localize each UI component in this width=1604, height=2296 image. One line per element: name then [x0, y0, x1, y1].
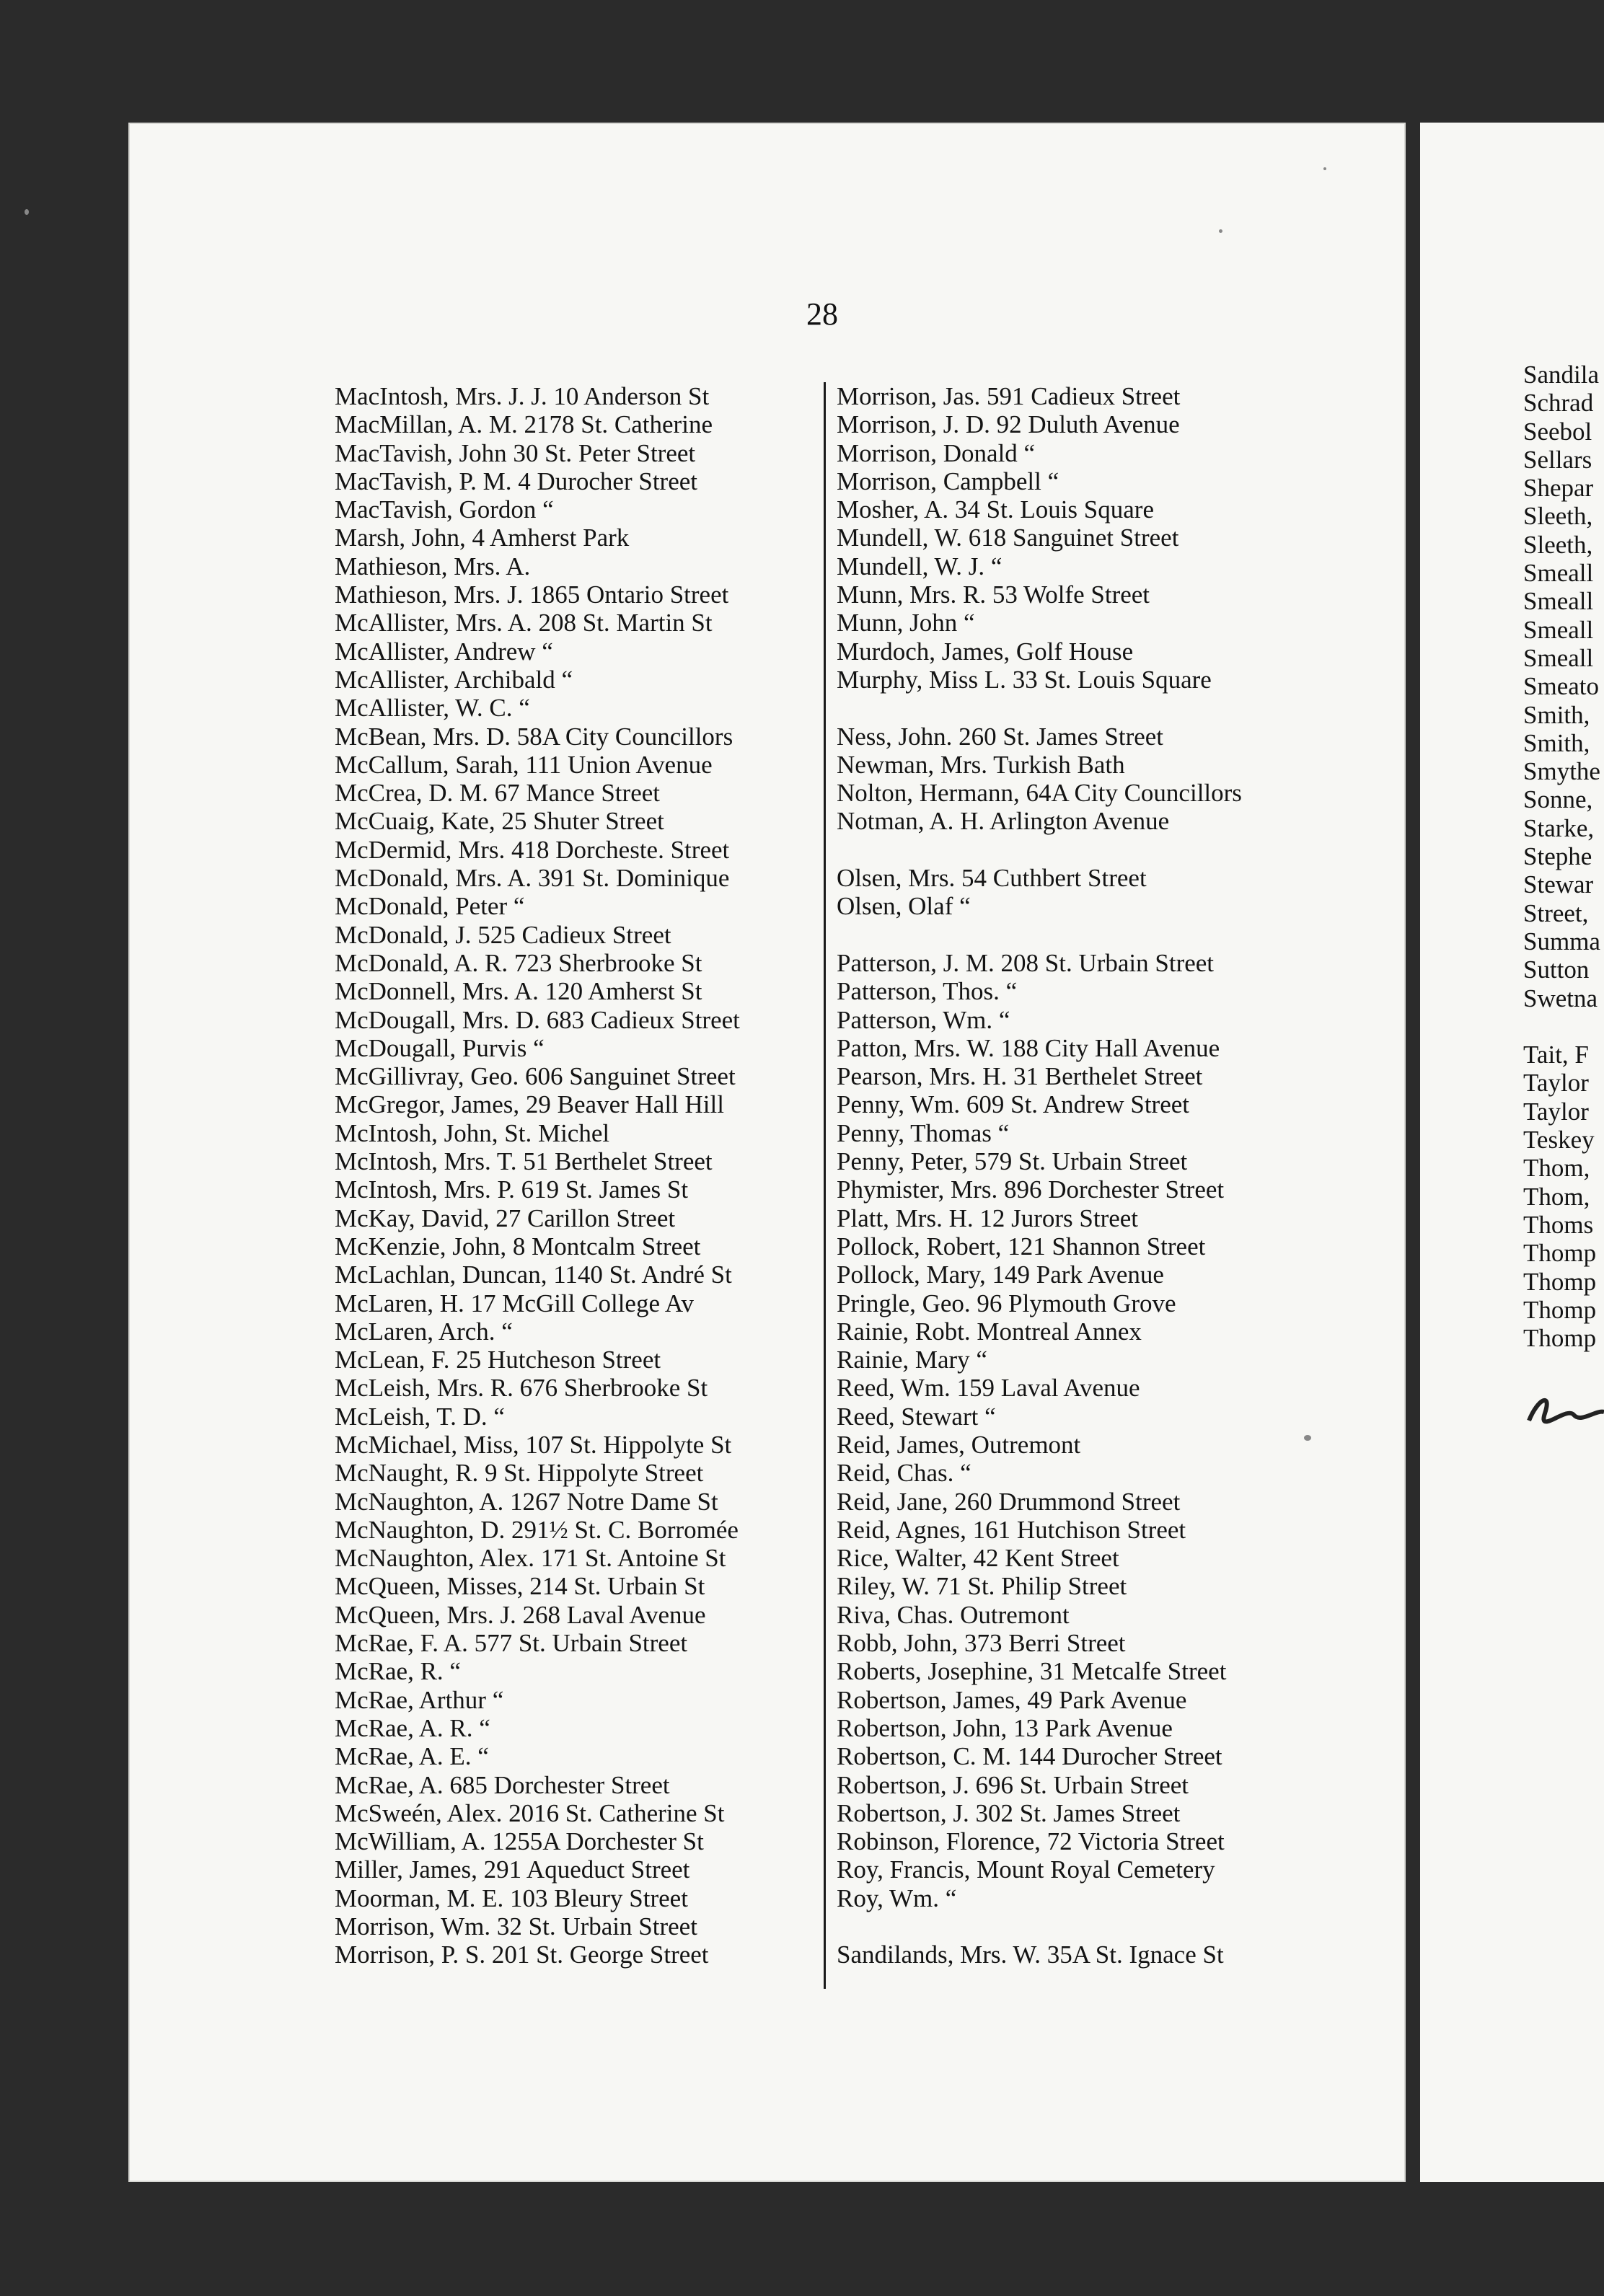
- directory-entry: McMichael, Miss, 107 St. Hippolyte St: [335, 1430, 732, 1459]
- directory-entry: Mosher, A. 34 St. Louis Square: [837, 495, 1154, 524]
- directory-entry: Morrison, J. D. 92 Duluth Avenue: [837, 410, 1180, 439]
- directory-entry: McRae, Arthur “: [335, 1685, 504, 1714]
- directory-entry: Sleeth,: [1523, 530, 1593, 559]
- directory-entry: Reid, Agnes, 161 Hutchison Street: [837, 1515, 1186, 1544]
- directory-entry: McLachlan, Duncan, 1140 St. André St: [335, 1260, 732, 1289]
- directory-entry: Patton, Mrs. W. 188 City Hall Avenue: [837, 1033, 1220, 1062]
- directory-entry: Moorman, M. E. 103 Bleury Street: [335, 1884, 688, 1912]
- directory-entry: Mathieson, Mrs. A.: [335, 552, 531, 580]
- dust-speck: [1304, 1435, 1311, 1441]
- directory-entry: McBean, Mrs. D. 58A City Councillors: [335, 722, 733, 751]
- directory-entry: Mathieson, Mrs. J. 1865 Ontario Street: [335, 580, 729, 609]
- directory-entry: McQueen, Misses, 214 St. Urbain St: [335, 1572, 705, 1601]
- directory-entry: McIntosh, Mrs. P. 619 St. James St: [335, 1175, 689, 1204]
- directory-entry: Morrison, Jas. 591 Cadieux Street: [837, 382, 1181, 410]
- directory-entry: McDonald, Mrs. A. 391 St. Dominique: [335, 864, 730, 893]
- directory-entry: Platt, Mrs. H. 12 Jurors Street: [837, 1204, 1139, 1232]
- directory-entry: Reid, Jane, 260 Drummond Street: [837, 1487, 1181, 1516]
- directory-entry: Murphy, Miss L. 33 St. Louis Square: [837, 665, 1212, 694]
- directory-entry: MacMillan, A. M. 2178 St. Catherine: [335, 410, 713, 439]
- directory-entry: Pollock, Robert, 121 Shannon Street: [837, 1232, 1206, 1260]
- directory-entry: Mundell, W. 618 Sanguinet Street: [837, 524, 1179, 552]
- directory-entry: Smith,: [1523, 728, 1590, 757]
- directory-entry: Olsen, Olaf “: [837, 892, 971, 921]
- directory-entry: Smeall: [1523, 559, 1594, 588]
- directory-entry: Robertson, John, 13 Park Avenue: [837, 1713, 1173, 1742]
- directory-entry: Munn, Mrs. R. 53 Wolfe Street: [837, 580, 1150, 609]
- dust-speck: [1219, 229, 1222, 233]
- directory-entry: McDougall, Mrs. D. 683 Cadieux Street: [335, 1005, 740, 1034]
- directory-entry: McNaughton, A. 1267 Notre Dame St: [335, 1487, 718, 1516]
- directory-entry: MacIntosh, Mrs. J. J. 10 Anderson St: [335, 382, 710, 410]
- directory-entry: McLaren, Arch. “: [335, 1317, 513, 1346]
- section-gap: [837, 836, 1242, 864]
- directory-entry: Robertson, James, 49 Park Avenue: [837, 1685, 1187, 1714]
- directory-entry: McLean, F. 25 Hutcheson Street: [335, 1346, 661, 1374]
- directory-entry: McGillivray, Geo. 606 Sanguinet Street: [335, 1062, 736, 1091]
- directory-entry: McRae, A. R. “: [335, 1713, 490, 1742]
- directory-entry: Thomp: [1523, 1324, 1597, 1353]
- directory-entry: McIntosh, John, St. Michel: [335, 1118, 610, 1147]
- directory-entry: McKenzie, John, 8 Montcalm Street: [335, 1232, 701, 1260]
- directory-entry: Sonne,: [1523, 785, 1593, 814]
- directory-entry: Rice, Walter, 42 Kent Street: [837, 1544, 1119, 1573]
- directory-entry: McCuaig, Kate, 25 Shuter Street: [335, 807, 664, 836]
- directory-entry: Morrison, P. S. 201 St. George Street: [335, 1940, 709, 1969]
- directory-entry: McRae, R. “: [335, 1657, 461, 1686]
- directory-entry: Smith,: [1523, 700, 1590, 729]
- directory-entry: Pearson, Mrs. H. 31 Berthelet Street: [837, 1062, 1203, 1091]
- directory-column-middle: [837, 382, 1242, 1969]
- section-gap: [837, 694, 1242, 722]
- directory-entry: Riley, W. 71 St. Philip Street: [837, 1572, 1127, 1601]
- directory-entry: McQueen, Mrs. J. 268 Laval Avenue: [335, 1600, 706, 1629]
- directory-entry: Schrad: [1523, 389, 1594, 418]
- directory-entry: McDonald, J. 525 Cadieux Street: [335, 920, 671, 949]
- directory-entry: Newman, Mrs. Turkish Bath: [837, 750, 1125, 779]
- directory-entry: Munn, John “: [837, 609, 975, 637]
- directory-entry: Patterson, Wm. “: [837, 1005, 1010, 1034]
- directory-entry: Sandila: [1523, 361, 1599, 389]
- directory-entry: Shepar: [1523, 474, 1594, 503]
- directory-entry: McDonnell, Mrs. A. 120 Amherst St: [335, 977, 702, 1006]
- directory-entry: Robinson, Florence, 72 Victoria Street: [837, 1827, 1225, 1856]
- directory-entry: McDougall, Purvis “: [335, 1033, 545, 1062]
- directory-entry: Morrison, Campbell “: [837, 467, 1059, 495]
- directory-entry: Roy, Francis, Mount Royal Cemetery: [837, 1855, 1215, 1884]
- directory-entry: Ness, John. 260 St. James Street: [837, 722, 1164, 751]
- directory-entry: Thom,: [1523, 1154, 1590, 1183]
- dust-speck: [25, 209, 29, 215]
- directory-entry: Thomp: [1523, 1267, 1597, 1296]
- directory-entry: Olsen, Mrs. 54 Cuthbert Street: [837, 864, 1147, 893]
- directory-entry: Nolton, Hermann, 64A City Councillors: [837, 779, 1242, 808]
- directory-entry: McGregor, James, 29 Beaver Hall Hill: [335, 1090, 724, 1119]
- directory-column-left: [335, 382, 740, 1969]
- directory-entry: Sellars: [1523, 445, 1592, 474]
- directory-entry: MacTavish, P. M. 4 Durocher Street: [335, 467, 698, 495]
- directory-entry: Sandilands, Mrs. W. 35A St. Ignace St: [837, 1940, 1224, 1969]
- directory-entry: Phymister, Mrs. 896 Dorchester Street: [837, 1175, 1225, 1204]
- directory-entry: Penny, Wm. 609 St. Andrew Street: [837, 1090, 1189, 1119]
- directory-entry: Sleeth,: [1523, 502, 1593, 531]
- directory-entry: Stephe: [1523, 842, 1592, 871]
- directory-entry: Smythe: [1523, 757, 1600, 786]
- directory-entry: Robb, John, 373 Berri Street: [837, 1629, 1126, 1658]
- directory-entry: Robertson, C. M. 144 Durocher Street: [837, 1742, 1222, 1771]
- signature-fragment: [1523, 1385, 1604, 1428]
- directory-entry: Pollock, Mary, 149 Park Avenue: [837, 1260, 1164, 1289]
- directory-entry: Miller, James, 291 Aqueduct Street: [335, 1855, 690, 1884]
- directory-entry: McDonald, Peter “: [335, 892, 525, 921]
- directory-entry: Thomp: [1523, 1295, 1597, 1324]
- directory-entry: Patterson, J. M. 208 St. Urbain Street: [837, 948, 1215, 977]
- directory-entry: McAllister, Andrew “: [335, 637, 553, 666]
- directory-entry: Summa: [1523, 927, 1600, 955]
- directory-entry: Thomp: [1523, 1239, 1597, 1268]
- directory-entry: McKay, David, 27 Carillon Street: [335, 1204, 676, 1232]
- directory-entry: McAllister, Archibald “: [335, 665, 573, 694]
- directory-entry: McRae, A. E. “: [335, 1742, 489, 1771]
- directory-entry: Reid, James, Outremont: [837, 1430, 1081, 1459]
- directory-entry: Riva, Chas. Outremont: [837, 1600, 1070, 1629]
- directory-entry: McCallum, Sarah, 111 Union Avenue: [335, 750, 713, 779]
- directory-entry: McNaughton, Alex. 171 St. Antoine St: [335, 1544, 726, 1573]
- directory-entry: Taylor: [1523, 1097, 1589, 1126]
- directory-entry: Roberts, Josephine, 31 Metcalfe Street: [837, 1657, 1227, 1686]
- directory-entry: McAllister, Mrs. A. 208 St. Martin St: [335, 609, 713, 637]
- directory-entry: McWilliam, A. 1255A Dorchester St: [335, 1827, 704, 1856]
- dust-speck: [1323, 167, 1326, 170]
- directory-entry: McLaren, H. 17 McGill College Av: [335, 1289, 694, 1317]
- directory-entry: McNaughton, D. 291½ St. C. Borromée: [335, 1515, 739, 1544]
- directory-column-right-partial: [1523, 361, 1600, 1352]
- directory-entry: McSweén, Alex. 2016 St. Catherine St: [335, 1798, 725, 1827]
- directory-entry: McAllister, W. C. “: [335, 694, 530, 723]
- directory-entry: Reed, Wm. 159 Laval Avenue: [837, 1374, 1140, 1403]
- directory-entry: Rainie, Robt. Montreal Annex: [837, 1317, 1142, 1346]
- directory-entry: Robertson, J. 302 St. James Street: [837, 1798, 1181, 1827]
- directory-entry: McCrea, D. M. 67 Mance Street: [335, 779, 660, 808]
- directory-entry: Morrison, Donald “: [837, 438, 1036, 467]
- directory-entry: Mundell, W. J. “: [837, 552, 1002, 580]
- directory-entry: Smeall: [1523, 643, 1594, 672]
- section-gap: [1523, 1012, 1600, 1041]
- directory-entry: Rainie, Mary “: [837, 1346, 987, 1374]
- directory-entry: McDermid, Mrs. 418 Dorcheste. Street: [335, 835, 730, 864]
- directory-entry: Pringle, Geo. 96 Plymouth Grove: [837, 1289, 1176, 1317]
- directory-entry: Robertson, J. 696 St. Urbain Street: [837, 1770, 1189, 1799]
- directory-entry: Taylor: [1523, 1069, 1589, 1098]
- directory-entry: McLeish, Mrs. R. 676 Sherbrooke St: [335, 1374, 708, 1403]
- directory-entry: Reid, Chas. “: [837, 1459, 971, 1488]
- directory-entry: Thom,: [1523, 1182, 1590, 1211]
- directory-entry: McNaught, R. 9 St. Hippolyte Street: [335, 1459, 704, 1488]
- directory-entry: Stewar: [1523, 870, 1594, 899]
- directory-entry: Patterson, Thos. “: [837, 977, 1018, 1006]
- directory-entry: McRae, A. 685 Dorchester Street: [335, 1770, 670, 1799]
- directory-entry: Roy, Wm. “: [837, 1884, 957, 1912]
- directory-entry: Reed, Stewart “: [837, 1402, 996, 1431]
- column-divider: [824, 382, 826, 1989]
- directory-entry: McLeish, T. D. “: [335, 1402, 505, 1431]
- directory-entry: Tait, F: [1523, 1041, 1589, 1069]
- directory-entry: Penny, Peter, 579 St. Urbain Street: [837, 1147, 1188, 1176]
- directory-entry: Starke,: [1523, 813, 1595, 842]
- directory-entry: Marsh, John, 4 Amherst Park: [335, 524, 630, 552]
- directory-entry: Sutton: [1523, 955, 1590, 984]
- directory-entry: MacTavish, Gordon “: [335, 495, 554, 524]
- directory-entry: Penny, Thomas “: [837, 1118, 1010, 1147]
- directory-entry: Thoms: [1523, 1210, 1594, 1239]
- directory-entry: Smeall: [1523, 587, 1594, 616]
- directory-entry: Street,: [1523, 898, 1589, 927]
- section-gap: [837, 1912, 1242, 1940]
- directory-entry: Morrison, Wm. 32 St. Urbain Street: [335, 1912, 697, 1941]
- directory-entry: Smeall: [1523, 615, 1594, 644]
- page-number: 28: [806, 296, 838, 332]
- directory-entry: Murdoch, James, Golf House: [837, 637, 1134, 666]
- section-gap: [837, 921, 1242, 949]
- directory-entry: Smeato: [1523, 672, 1599, 701]
- directory-entry: MacTavish, John 30 St. Peter Street: [335, 438, 696, 467]
- directory-entry: Seebol: [1523, 417, 1592, 446]
- directory-entry: McRae, F. A. 577 St. Urbain Street: [335, 1629, 688, 1658]
- directory-entry: McIntosh, Mrs. T. 51 Berthelet Street: [335, 1147, 713, 1176]
- directory-entry: Swetna: [1523, 984, 1598, 1012]
- directory-entry: Notman, A. H. Arlington Avenue: [837, 807, 1170, 836]
- directory-entry: McDonald, A. R. 723 Sherbrooke St: [335, 948, 702, 977]
- directory-entry: Teskey: [1523, 1126, 1595, 1154]
